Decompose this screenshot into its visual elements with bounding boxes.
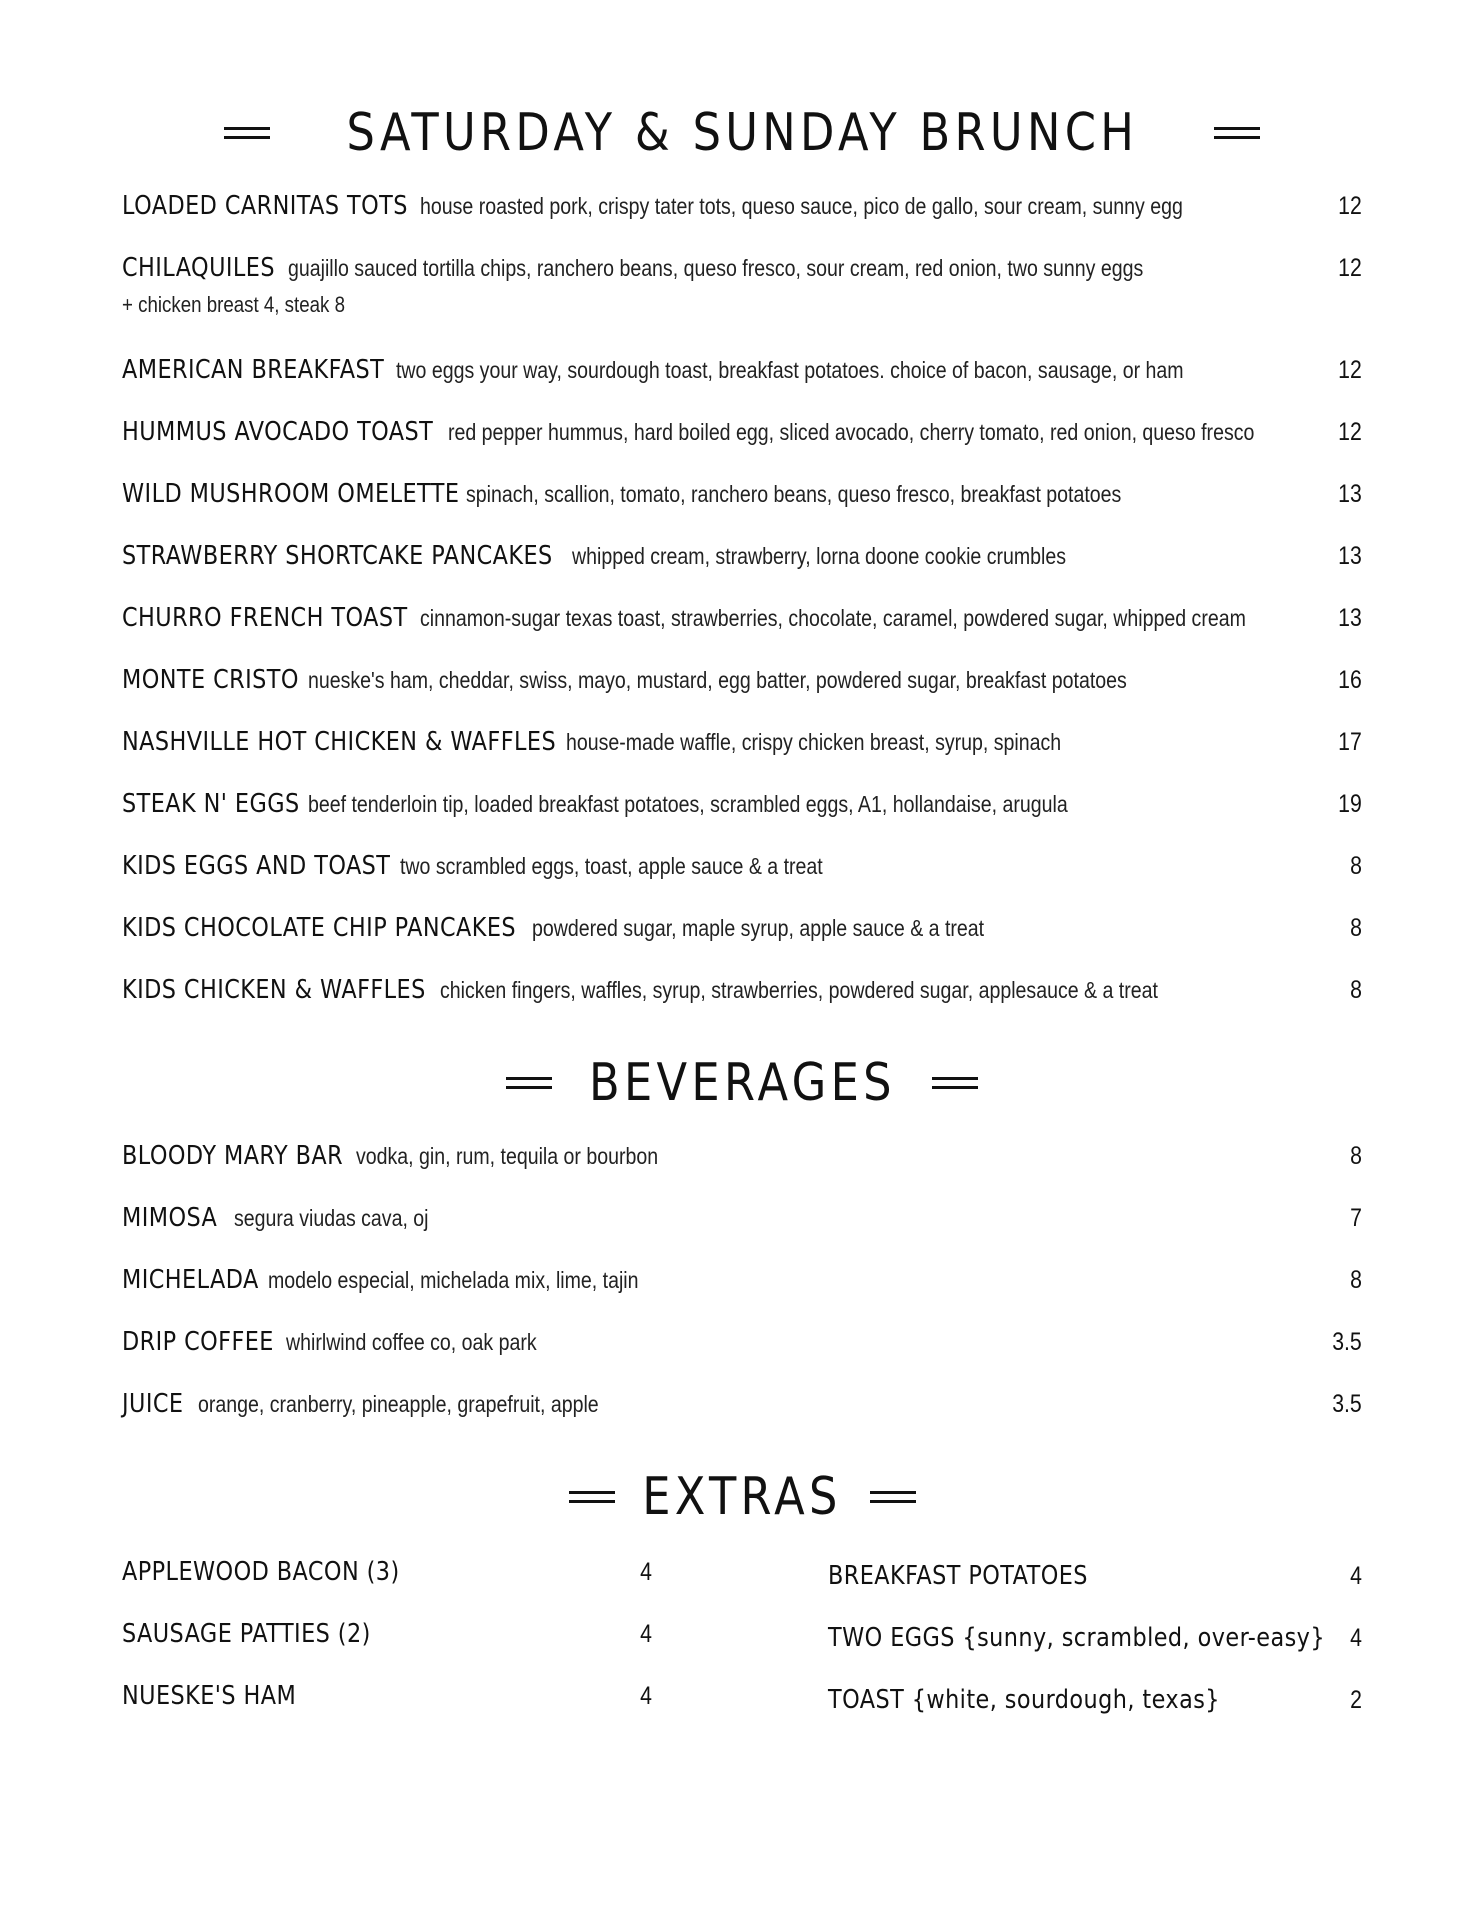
item-description: powdered sugar, maple syrup, apple sauce & a treat [532, 915, 985, 941]
item-price: 13 [1338, 542, 1362, 570]
item-price: 16 [1338, 666, 1362, 694]
extra-price: 4 [1350, 1562, 1362, 1590]
extra-name: TOAST {white, sourdough, texas} [828, 1685, 1220, 1715]
item-name: HUMMUS AVOCADO TOAST [122, 417, 434, 447]
extra-name: TWO EGGS {sunny, scrambled, over-easy} [828, 1623, 1325, 1653]
menu-item [122, 248, 1362, 288]
menu-item [122, 908, 1362, 948]
item-description: house roasted pork, crispy tater tots, queso sauce, pico de gallo, sour cream, sunny egg [420, 193, 1183, 219]
menu-item [122, 1322, 1362, 1362]
extra-price: 4 [640, 1558, 652, 1586]
extra-name: SAUSAGE PATTIES (2) [122, 1619, 371, 1649]
extra-item [828, 1680, 1362, 1720]
item-price: 3.5 [1332, 1390, 1362, 1418]
item-description: guajillo sauced tortilla chips, ranchero beans, queso fresco, sour cream, red onion, two sunny eggs [288, 255, 1144, 281]
menu-item [122, 970, 1362, 1010]
menu-item [122, 412, 1362, 452]
double-rule-left [569, 1491, 615, 1503]
extra-name: APPLEWOOD BACON (3) [122, 1557, 400, 1587]
item-name: CHILAQUILES [122, 253, 275, 283]
item-name: DRIP COFFEE [122, 1327, 274, 1357]
double-rule-left [506, 1077, 552, 1089]
double-rule-left [224, 127, 270, 139]
extra-name: BREAKFAST POTATOES [828, 1561, 1088, 1591]
item-name: MONTE CRISTO [122, 665, 299, 695]
brunch-section-title [0, 103, 1484, 163]
item-price: 12 [1338, 254, 1362, 282]
item-price: 13 [1338, 604, 1362, 632]
menu-item [122, 536, 1362, 576]
item-price: 19 [1338, 790, 1362, 818]
item-name: MICHELADA [122, 1265, 259, 1295]
item-description: modelo especial, michelada mix, lime, tajin [268, 1267, 639, 1293]
item-description: segura viudas cava, oj [234, 1205, 429, 1231]
menu-item [122, 846, 1362, 886]
item-name: STRAWBERRY SHORTCAKE PANCAKES [122, 541, 553, 571]
item-price: 3.5 [1332, 1328, 1362, 1356]
extra-price: 4 [1350, 1624, 1362, 1652]
item-price: 8 [1350, 852, 1362, 880]
item-description: red pepper hummus, hard boiled egg, sliced avocado, cherry tomato, red onion, queso fresco [448, 419, 1255, 445]
item-price: 13 [1338, 480, 1362, 508]
extras-title: EXTRAS [642, 1467, 842, 1527]
extra-item [828, 1618, 1362, 1658]
double-rule-right [870, 1491, 916, 1503]
extra-item [828, 1556, 1362, 1596]
item-description: two eggs your way, sourdough toast, breakfast potatoes. choice of bacon, sausage, or ham [396, 357, 1184, 383]
item-name: NASHVILLE HOT CHICKEN & WAFFLES [122, 727, 557, 757]
item-description: cinnamon-sugar texas toast, strawberries, chocolate, caramel, powdered sugar, whipped cream [420, 605, 1246, 631]
item-price: 8 [1350, 976, 1362, 1004]
brunch-title: SATURDAY & SUNDAY BRUNCH [346, 103, 1138, 163]
item-name: KIDS CHICKEN & WAFFLES [122, 975, 426, 1005]
item-name: KIDS EGGS AND TOAST [122, 851, 391, 881]
item-price: 12 [1338, 418, 1362, 446]
item-name: MIMOSA [122, 1203, 218, 1233]
extra-item [122, 1614, 652, 1654]
menu-item [122, 186, 1362, 226]
item-description: house-made waffle, crispy chicken breast, syrup, spinach [566, 729, 1062, 755]
item-name: CHURRO FRENCH TOAST [122, 603, 408, 633]
item-price: 12 [1338, 356, 1362, 384]
menu-item [122, 598, 1362, 638]
item-name: STEAK N' EGGS [122, 789, 300, 819]
item-price: 7 [1350, 1204, 1362, 1232]
item-description: vodka, gin, rum, tequila or bourbon [356, 1143, 659, 1169]
menu-item [122, 1136, 1362, 1176]
menu-item [122, 784, 1362, 824]
item-price: 8 [1350, 1266, 1362, 1294]
item-price: 8 [1350, 914, 1362, 942]
extra-price: 4 [640, 1682, 652, 1710]
extras-section-title [0, 1467, 1484, 1527]
item-description: beef tenderloin tip, loaded breakfast potatoes, scrambled eggs, A1, hollandaise, arugula [308, 791, 1068, 817]
menu-item [122, 1198, 1362, 1238]
item-description: nueske's ham, cheddar, swiss, mayo, mustard, egg batter, powdered sugar, breakfast potatoes [308, 667, 1127, 693]
item-description: whirlwind coffee co, oak park [286, 1329, 537, 1355]
item-description: chicken fingers, waffles, syrup, strawberries, powdered sugar, applesauce & a treat [440, 977, 1158, 1003]
menu-item [122, 722, 1362, 762]
extra-item [122, 1552, 652, 1592]
item-addon-note: + chicken breast 4, steak 8 [122, 292, 345, 317]
beverages-section-title [0, 1053, 1484, 1113]
extra-price: 2 [1350, 1686, 1362, 1714]
item-name: WILD MUSHROOM OMELETTE [122, 479, 460, 509]
item-name: KIDS CHOCOLATE CHIP PANCAKES [122, 913, 517, 943]
menu-item [122, 1260, 1362, 1300]
menu-item [122, 474, 1362, 514]
item-price: 12 [1338, 192, 1362, 220]
double-rule-right [1214, 127, 1260, 139]
menu-item [122, 350, 1362, 390]
item-description: spinach, scallion, tomato, ranchero beans, queso fresco, breakfast potatoes [466, 481, 1122, 507]
extra-price: 4 [640, 1620, 652, 1648]
item-name: AMERICAN BREAKFAST [122, 355, 385, 385]
extra-item [122, 1676, 652, 1716]
item-description: orange, cranberry, pineapple, grapefruit, apple [198, 1391, 599, 1417]
menu-item [122, 1384, 1362, 1424]
extra-name: NUESKE'S HAM [122, 1681, 297, 1711]
item-description: two scrambled eggs, toast, apple sauce & a treat [400, 853, 823, 879]
item-price: 8 [1350, 1142, 1362, 1170]
item-description: whipped cream, strawberry, lorna doone cookie crumbles [572, 543, 1067, 569]
double-rule-right [932, 1077, 978, 1089]
item-name: LOADED CARNITAS TOTS [122, 191, 408, 221]
menu-item [122, 660, 1362, 700]
item-name: JUICE [122, 1389, 184, 1419]
item-name: BLOODY MARY BAR [122, 1141, 344, 1171]
beverages-title: BEVERAGES [588, 1053, 896, 1113]
item-price: 17 [1338, 728, 1362, 756]
